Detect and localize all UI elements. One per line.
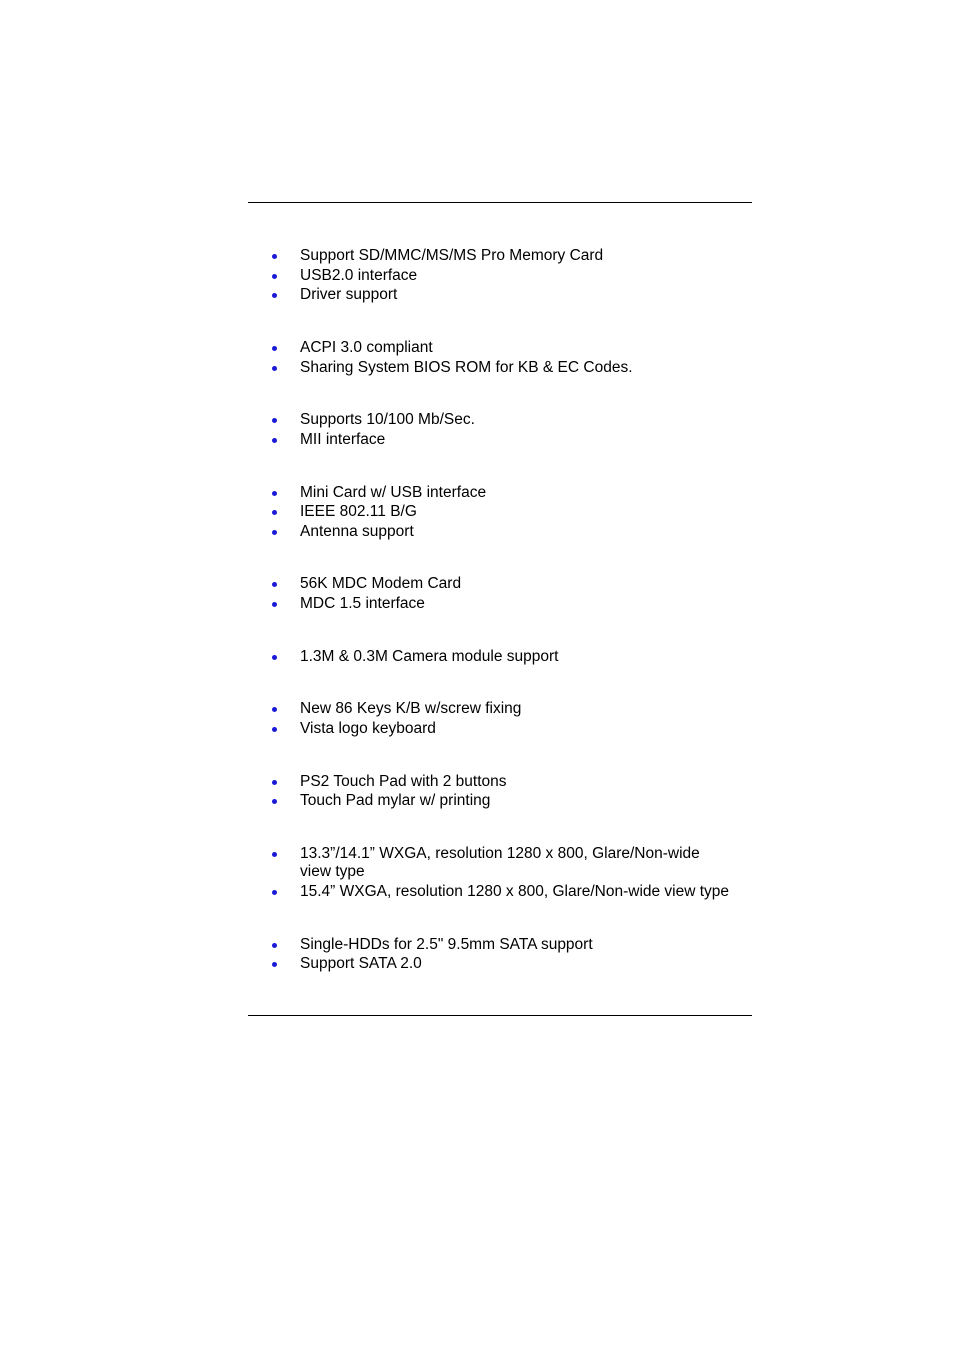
list-item: Support SD/MMC/MS/MS Pro Memory Card — [300, 247, 750, 265]
list-item: PS2 Touch Pad with 2 buttons — [300, 773, 750, 791]
bullet-icon — [272, 530, 277, 535]
list-item: 13.3”/14.1” WXGA, resolution 1280 x 800, Glare/Non-wide view type — [300, 845, 750, 881]
bullet-icon — [272, 655, 277, 660]
bullet-icon — [272, 799, 277, 804]
list-item: Mini Card w/ USB interface — [300, 484, 750, 502]
bullet-icon — [272, 707, 277, 712]
bullet-icon — [272, 602, 277, 607]
list-item: MII interface — [300, 431, 750, 449]
list-item: Driver support — [300, 286, 750, 304]
bullet-icon — [272, 852, 277, 857]
list-item: Support SATA 2.0 — [300, 955, 750, 973]
list-item: Sharing System BIOS ROM for KB & EC Codes. — [300, 359, 750, 377]
bullet-icon — [272, 274, 277, 279]
list-item: USB2.0 interface — [300, 267, 750, 285]
bullet-icon — [272, 727, 277, 732]
list-item: ACPI 3.0 compliant — [300, 339, 750, 357]
list-item: Touch Pad mylar w/ printing — [300, 792, 750, 810]
top-rule — [248, 202, 752, 203]
bullet-icon — [272, 293, 277, 298]
bullet-icon — [272, 510, 277, 515]
bullet-icon — [272, 962, 277, 967]
list-item: Single-HDDs for 2.5" 9.5mm SATA support — [300, 936, 750, 954]
bullet-icon — [272, 890, 277, 895]
list-item: 1.3M & 0.3M Camera module support — [300, 648, 750, 666]
list-item: MDC 1.5 interface — [300, 595, 750, 613]
list-item: New 86 Keys K/B w/screw fixing — [300, 700, 750, 718]
bullet-icon — [272, 438, 277, 443]
bullet-icon — [272, 254, 277, 259]
list-item: Antenna support — [300, 523, 750, 541]
list-item: Vista logo keyboard — [300, 720, 750, 738]
bullet-icon — [272, 943, 277, 948]
bullet-icon — [272, 418, 277, 423]
bullet-icon — [272, 582, 277, 587]
list-item: IEEE 802.11 B/G — [300, 503, 750, 521]
bullet-icon — [272, 346, 277, 351]
bullet-icon — [272, 491, 277, 496]
list-item: 56K MDC Modem Card — [300, 575, 750, 593]
bottom-rule — [248, 1015, 752, 1016]
bullet-icon — [272, 780, 277, 785]
list-item: 15.4” WXGA, resolution 1280 x 800, Glare/Non-wide view type — [300, 883, 750, 901]
bullet-icon — [272, 366, 277, 371]
list-item: Supports 10/100 Mb/Sec. — [300, 411, 750, 429]
